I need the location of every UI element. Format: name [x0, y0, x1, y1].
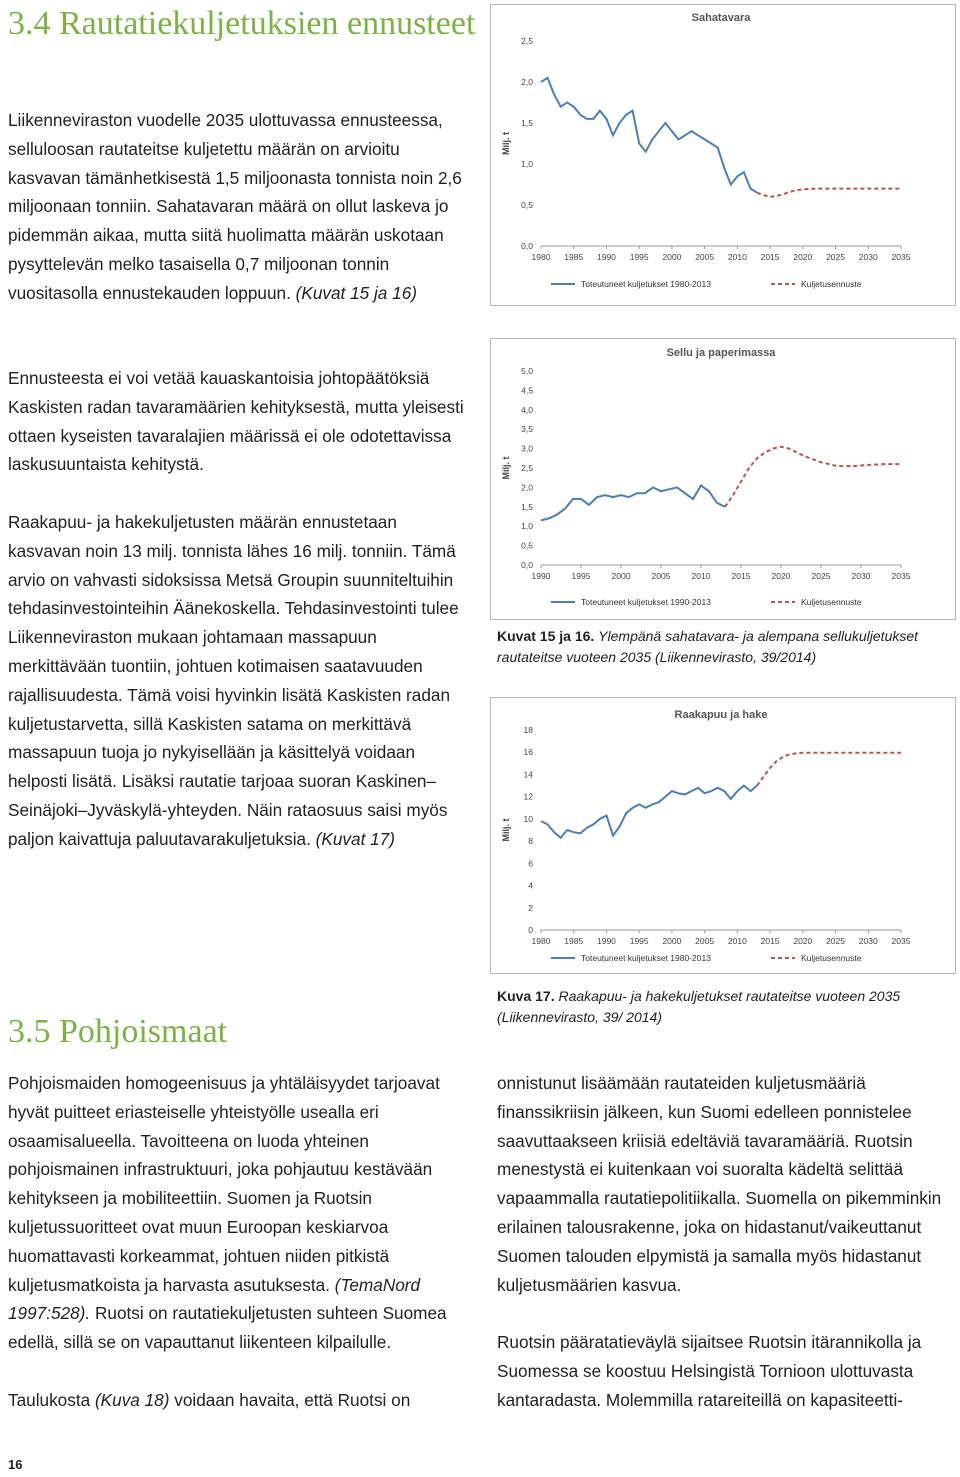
x-tick-label: 2010: [691, 571, 711, 581]
figure-caption-17: [497, 986, 952, 1028]
x-tick-label: 2025: [811, 571, 831, 581]
x-tick-label: 2020: [793, 252, 813, 262]
section-heading-3-4: 3.4 Rautatiekuljetuksien ennusteet: [8, 5, 476, 42]
y-tick-label: 4,5: [521, 385, 533, 396]
x-tick-label: 1985: [564, 936, 584, 946]
x-tick-label: 2020: [771, 571, 791, 581]
x-tick-label: 2035: [891, 936, 911, 946]
series-forecast-line: [757, 189, 901, 197]
y-tick-label: 2,0: [521, 77, 533, 87]
paragraph-forecast-conclusion: Ennusteesta ei voi vetää kauaskantoisia johtopäätöksiä Kaskisten radan tavaramäärien kehityksestä, mutta yleisesti ottaen kyseisten tavaralajien määrissä ei ole odotettavissa laskusuuntaista kehitystä.: [8, 368, 464, 475]
y-tick-label: 16: [523, 747, 533, 758]
y-tick-label: 3,0: [521, 443, 533, 454]
legend-label-forecast: Kuljetusennuste: [801, 597, 862, 607]
figure-reference: (Kuvat 17): [315, 828, 395, 849]
x-tick-label: 2000: [662, 252, 682, 262]
y-tick-label: 1,5: [521, 118, 533, 128]
chart-sellu-svg: [491, 339, 955, 619]
legend-label-actual: Toteutuneet kuljetukset 1990-2013: [581, 597, 711, 607]
x-tick-label: 2030: [858, 252, 878, 262]
y-tick-label: 6: [528, 858, 533, 869]
chart-title: Sahatavara: [691, 12, 751, 24]
caption-label: Kuvat 15 ja 16.: [497, 628, 595, 644]
x-tick-label: 1990: [531, 571, 551, 581]
series-forecast-line: [725, 447, 901, 507]
x-tick-label: 2010: [727, 252, 747, 262]
legend-label-actual: Toteutuneet kuljetukset 1980-2013: [581, 953, 711, 963]
paragraph-sweden-finland: onnistunut lisäämään rautateiden kuljetusmääriä finanssikriisin jälkeen, kun Suomi edelleen ponnistelee saavuttaakseen kriisiä edeltäviä tavaramääriä. Ruotsin menestystä ei kuitenkaan voi suoralta kädeltä selittää vapaammalla rautatiepolitiikalla. Suomella on pikemminkin erilainen talousrakenne, joka on hidastanut/vaikeuttanut Suomen talouden elpymistä ja samalla myös hidastanut kuljetusmäärien kasvua.: [497, 1073, 942, 1295]
y-tick-label: 1,0: [521, 521, 533, 532]
x-tick-label: 2015: [760, 936, 780, 946]
paragraph-text: Pohjoismaiden homogeenisuus ja yhtäläisyydet tarjoavat hyvät puitteet eriasteiselle yhteistyölle usealla eri osaamisalueella. Tavoitteena on luoda yhteinen pohjoismainen infrastruktuuri, joka pohjautuu kestävään kehitykseen ja mobiliteettiin. Suomen ja Ruotsin kuljetussuoritteet ovat muun Euroopan keskiarvoa huomattavasti korkeammat, johtuen niiden pitkistä kuljetusmatkoista ja harvasta asutuksesta.: [8, 1073, 440, 1295]
y-tick-label: 0,5: [521, 200, 533, 210]
chart-sahatavara-svg: [491, 5, 955, 305]
y-tick-label: 3,5: [521, 424, 533, 435]
y-tick-label: 1,5: [521, 501, 533, 512]
y-axis-label: Milj. t: [501, 456, 511, 480]
y-tick-label: 0,0: [521, 560, 533, 570]
x-tick-label: 1990: [596, 936, 616, 946]
paragraph-raw-wood: [8, 508, 470, 854]
series-actual-line: [541, 786, 757, 838]
x-tick-label: 2005: [651, 571, 671, 581]
y-tick-label: 12: [523, 791, 533, 802]
x-tick-label: 1990: [596, 252, 616, 262]
chart-sellu: [490, 338, 956, 620]
series-actual-line: [541, 486, 725, 521]
paragraph-text: Ruotsi on rautatiekuljetusten suhteen Suomea edellä, sillä se on vapauttanut liikenteen kilpailulle.: [8, 1303, 447, 1353]
x-tick-label: 2035: [891, 571, 911, 581]
x-tick-label: 2005: [695, 936, 715, 946]
figure-reference: (Kuva 18): [94, 1390, 170, 1410]
y-tick-label: 0,0: [521, 241, 533, 251]
y-axis-label: Milj. t: [501, 132, 511, 155]
x-tick-label: 2010: [727, 936, 747, 946]
y-tick-label: 1,0: [521, 159, 533, 169]
x-tick-label: 2015: [760, 252, 780, 262]
y-tick-label: 4: [528, 880, 533, 891]
paragraph-forecast-intro: [8, 106, 470, 308]
page-number: 16: [8, 1457, 23, 1472]
y-tick-label: 5,0: [521, 366, 533, 376]
y-tick-label: 14: [523, 769, 533, 780]
y-axis-label: Milj. t: [501, 818, 511, 842]
legend-label-actual: Toteutuneet kuljetukset 1980-2013: [581, 279, 711, 289]
chart-title: Sellu ja paperimassa: [666, 347, 776, 359]
x-tick-label: 2000: [611, 571, 631, 581]
x-tick-label: 2005: [695, 252, 715, 262]
x-tick-label: 2000: [662, 936, 682, 946]
x-tick-label: 2020: [793, 936, 813, 946]
caption-text: Ylempänä sahatavara- ja alempana sellukuljetukset rautateitse vuoteen 2035 (Liikennevirasto, 39/2014): [497, 628, 919, 665]
chart-raakapuu: [490, 697, 956, 974]
x-tick-label: 1995: [629, 252, 649, 262]
figure-caption-15-16: [497, 626, 952, 668]
series-actual-line: [541, 78, 757, 193]
caption-label: Kuva 17.: [497, 988, 555, 1004]
x-tick-label: 1995: [571, 571, 591, 581]
paragraph-nordic-intro: [8, 1069, 470, 1357]
paragraph-table-reference: [8, 1386, 470, 1415]
paragraph-text: voidaan havaita, että Ruotsi on: [174, 1390, 411, 1410]
figure-reference: (TemaNord 1997:528).: [8, 1274, 421, 1324]
legend-label-forecast: Kuljetusennuste: [801, 279, 862, 289]
figure-reference: (Kuvat 15 ja 16): [295, 282, 417, 303]
paragraph-text: Liikenneviraston vuodelle 2035 ulottuvassa ennusteessa, selluloosan rautateitse kuljetettu määrän on arvioitu kasvavan tämänhetkisestä 1,5 miljoonasta tonnista noin 2,6 miljoonaan tonniin. Sahatavaran määrä on ollut laskeva jo pidemmän aikaa, mutta siitä huolimatta määrän uskotaan pysyttelevän melko tasaisella 0,7 miljoonan tonnin vuositasolla ennustekauden loppuun.: [8, 110, 462, 303]
caption-text: Raakapuu- ja hakekuljetukset rautateitse vuoteen 2035 (Liikennevirasto, 39/ 2014): [497, 988, 901, 1025]
x-tick-label: 2035: [891, 252, 911, 262]
paragraph-text: Taulukosta: [8, 1390, 91, 1410]
y-tick-label: 2,5: [521, 463, 533, 473]
y-tick-label: 4,0: [521, 404, 533, 415]
y-tick-label: 10: [523, 813, 533, 824]
y-tick-label: 2: [528, 902, 533, 913]
paragraph-text: Raakapuu- ja hakekuljetusten määrän ennustetaan kasvavan noin 13 milj. tonnista lähes 16 milj. tonniin. Tämä arvio on vahvasti sidoksissa Metsä Groupin suunniteltuihin tehdasinvestointeihin Äänekoskella. Tehdasinvestointi tulee Liikenneviraston mukaan johtamaan massapuun merkittävään tuontiin, johtuen kotimaisen saatavuuden rajallisuudesta. Tämä voisi hyvinkin lisätä Kaskisten radan kuljetustarvetta, sillä Kaskisten satama on merkittävä massapuun tuoja jo nykyisellään ja käsittelyä voidaan helposti lisätä. Lisäksi rautatie tarjoaa suoran Kaskinen–Seinäjoki–Jyväskylä-yhteyden. Näin rataosuus saisi myös paljon kaivattuja paluutavarakuljetuksia.: [8, 512, 459, 849]
x-tick-label: 1985: [564, 252, 584, 262]
series-forecast-line: [757, 753, 901, 786]
y-tick-label: 8: [528, 836, 533, 847]
x-tick-label: 2025: [826, 936, 846, 946]
x-tick-label: 1980: [531, 252, 551, 262]
x-tick-label: 2030: [851, 571, 871, 581]
legend-label-forecast: Kuljetusennuste: [801, 953, 862, 963]
paragraph-main-railway: Ruotsin pääratatieväylä sijaitsee Ruotsin itärannikolla ja Suomessa se koostuu Helsingistä Tornioon ulottuvasta kantaradasta. Molemmilla ratareiteillä on kapasiteetti-: [497, 1332, 922, 1410]
chart-title: Raakapuu ja hake: [674, 709, 768, 721]
x-tick-label: 1980: [531, 936, 551, 946]
y-tick-label: 2,0: [521, 482, 533, 493]
section-heading-3-5: 3.5 Pohjoismaat: [8, 1013, 228, 1050]
x-tick-label: 2015: [731, 571, 751, 581]
x-tick-label: 1995: [629, 936, 649, 946]
y-tick-label: 18: [523, 725, 533, 735]
chart-sahatavara: [490, 4, 956, 306]
y-tick-label: 2,5: [521, 36, 533, 46]
x-tick-label: 2030: [858, 936, 878, 946]
y-tick-label: 0,5: [521, 540, 533, 551]
chart-raakapuu-svg: [491, 698, 955, 973]
x-tick-label: 2025: [826, 252, 846, 262]
y-tick-label: 0: [528, 925, 533, 935]
